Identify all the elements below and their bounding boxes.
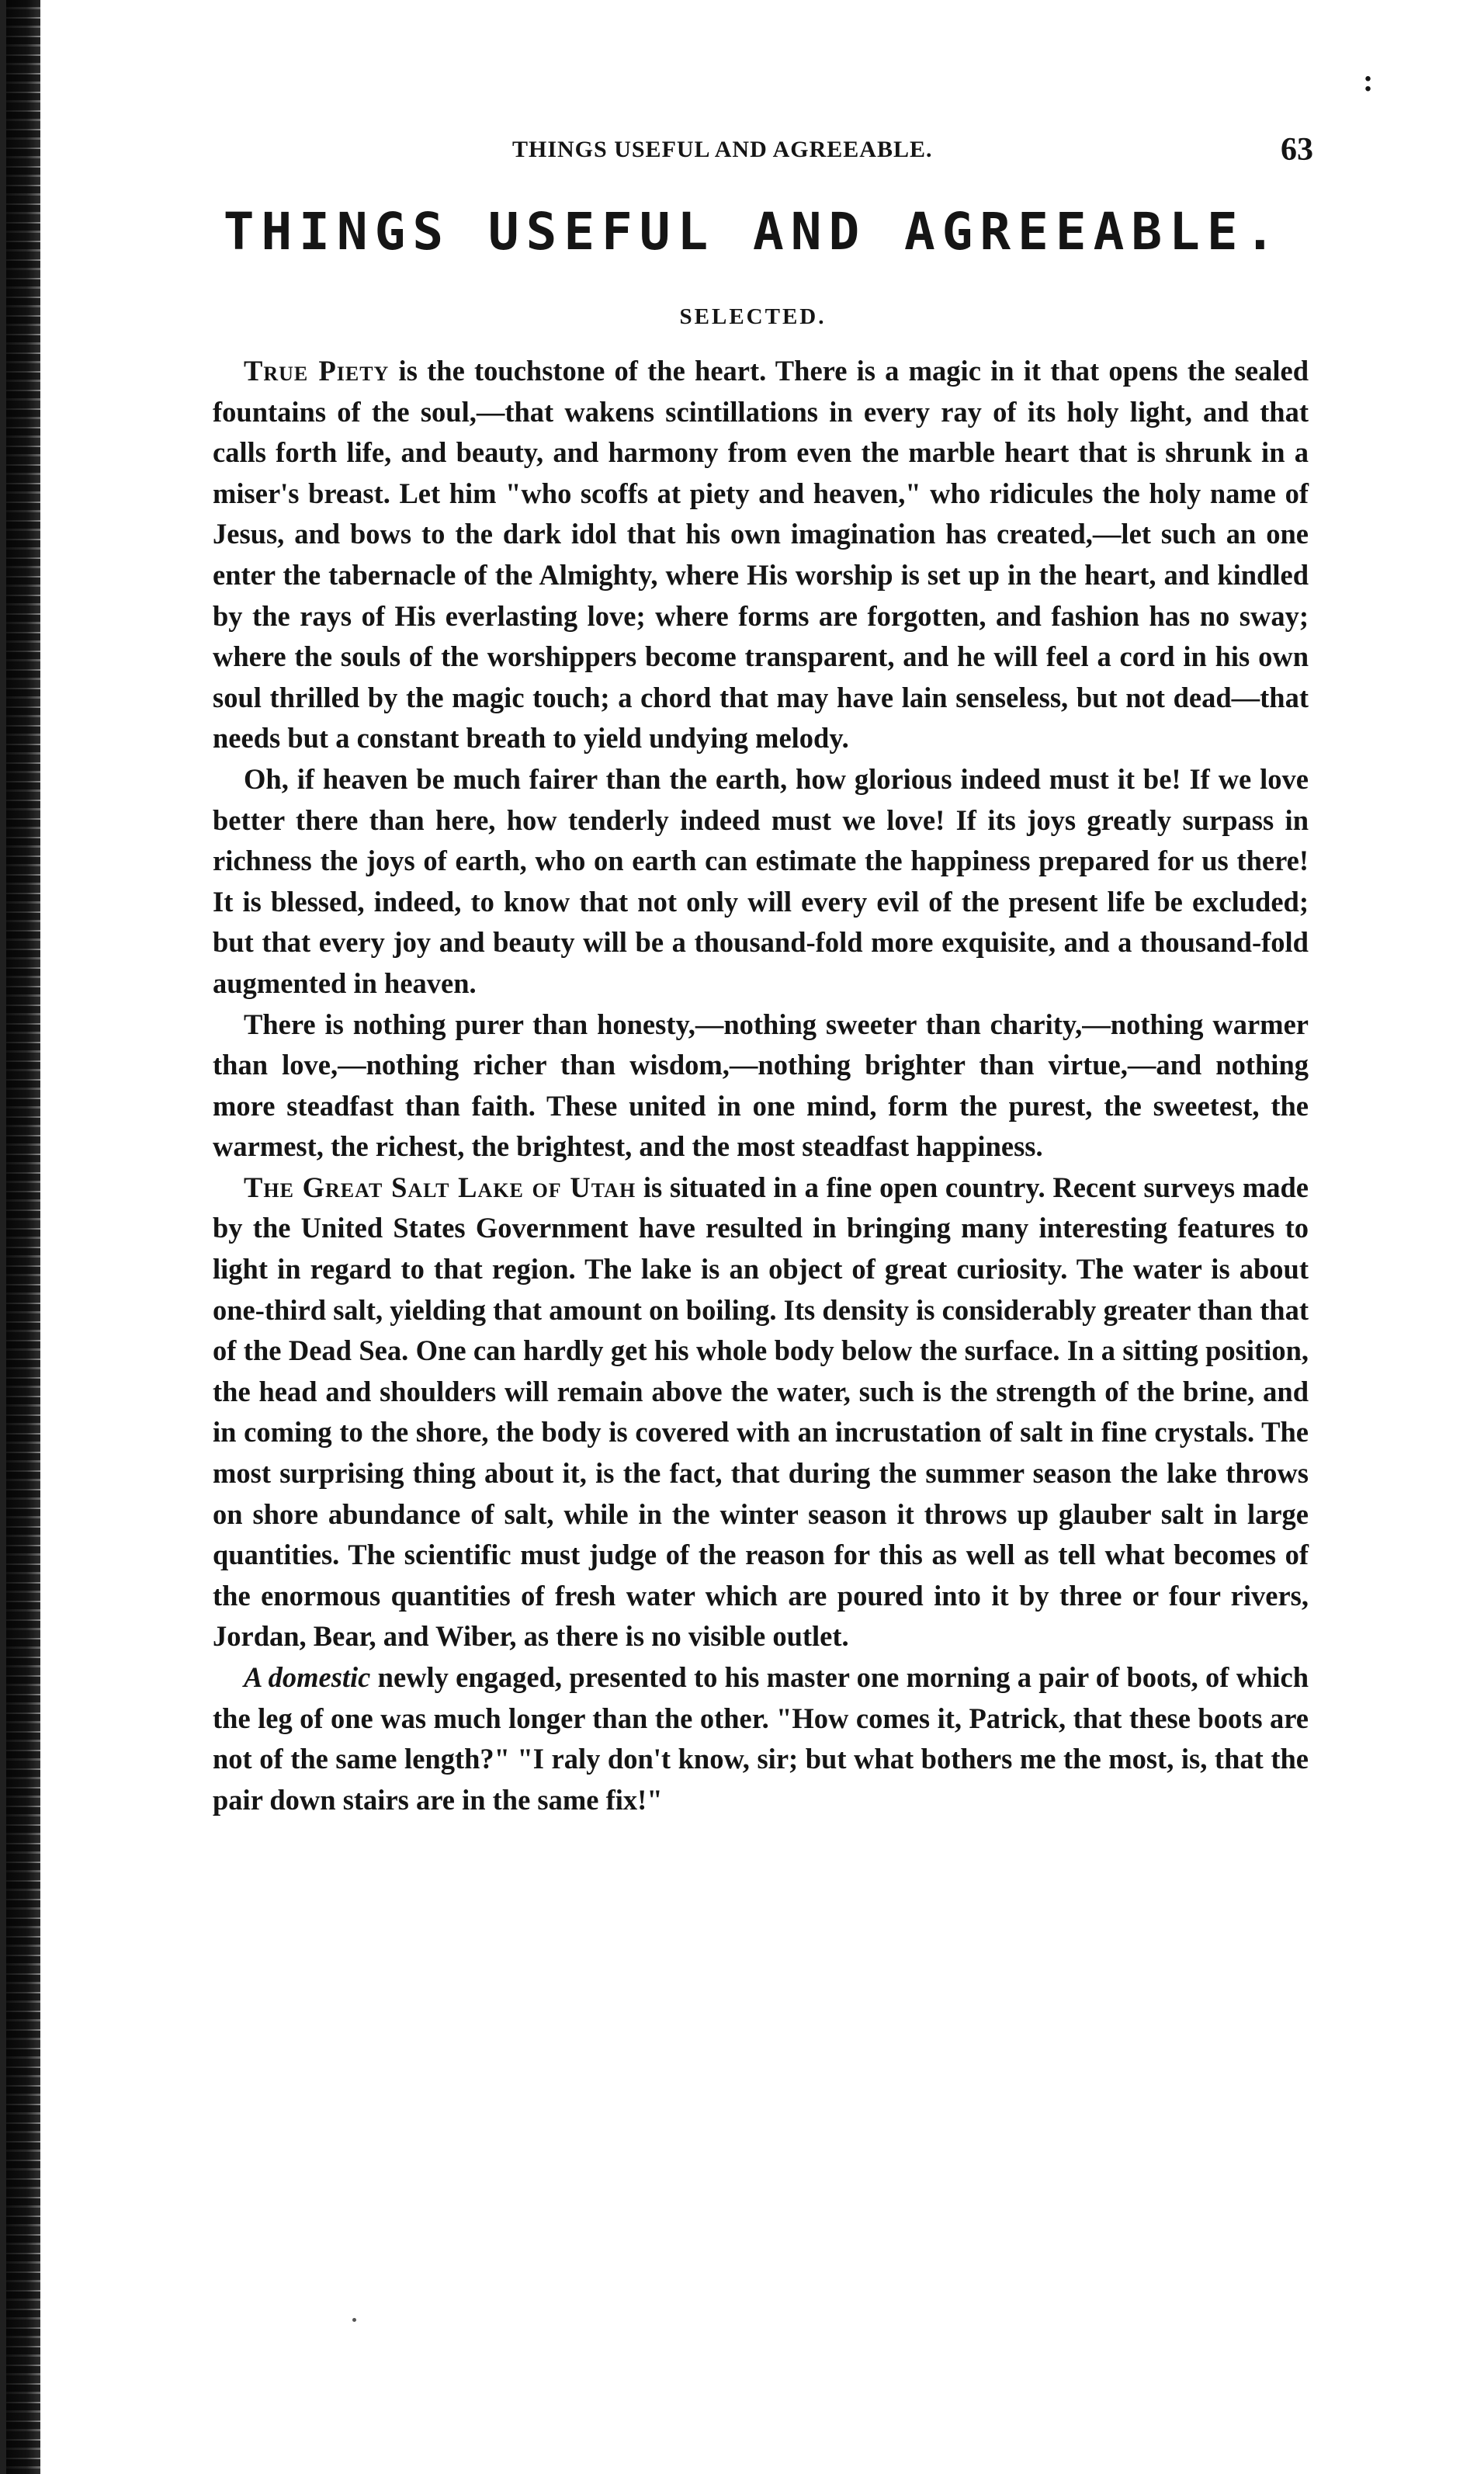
paragraph-honesty (213, 1005, 1309, 1168)
paragraph-text: is the touchstone of the heart. There is a magic in it that opens the sealed fountains of the soul,—that wakens scintillations in every ray of its holy light, and that calls forth life, and beauty, and harmony from even the marble heart that is shrunk in a miser's breast. Let him "who scoffs at piety and heaven," who ridicules the holy name of Jesus, and bows to the dark idol that his own imagination has created,—let such an one enter the tabernacle of the Almighty, where His worship is set up in the heart, and kindled by the rays of His everlasting love; where forms are forgotten, and fashion has no sway; where the souls of the worshippers become transparent, and he will feel a cord in his own soul thrilled by the magic touch; a chord that may have lain senseless, but not dead—that needs but a constant breath to yield undying melody. (213, 355, 1309, 755)
book-binding-edge (6, 0, 40, 2474)
paragraph-lead: The Great Salt Lake of Utah (244, 1171, 636, 1203)
paragraph-lead: True Piety (244, 355, 390, 387)
page-header (194, 132, 1313, 185)
paragraph-salt-lake (213, 1168, 1309, 1657)
paragraph-text: is situated in a fine open country. Recent surveys made by the United States Government have resulted in bringing many interesting features to light in regard to that region. The lake is an object of great curiosity. The water is about one-third salt, yielding that amount on boiling. Its density is considerably greater than that of the Dead Sea. One can hardly get his whole body below the surface. In a sitting position, the head and shoulders will remain above the water, such is the strength of the brine, and in coming to the shore, the body is covered with an incrustation of salt in fine crystals. The most surprising thing about it, is the fact, that during the summer season the lake throws on shore abundance of salt, while in the winter season it throws up glauber salt in large quantities. The scientific must judge of the reason for this as well as tell what becomes of the enormous quantities of fresh water which are poured into it by three or four rivers, Jordan, Bear, and Wiber, as there is no visible outlet. (213, 1171, 1309, 1653)
paragraph-domestic (213, 1657, 1309, 1820)
article-body (213, 351, 1309, 1820)
paragraph-text: newly engaged, presented to his master one morning a pair of boots, of which the leg of one was much longer than the other. "How comes it, Patrick, that these boots are not of the same length?" "I raly don't know, sir; but what bothers me the most, is, that the pair down stairs are in the same fix!" (213, 1661, 1309, 1816)
page-number: 63 (1281, 132, 1313, 168)
paragraph-text: Oh, if heaven be much fairer than the earth, how glorious indeed must it be! If we love better there than here, how tenderly indeed must we love! If its joys greatly surpass in richness the joys of earth, who on earth can estimate the happiness prepared for us there! It is blessed, indeed, to know that not only will every evil of the present life be excluded; but that every joy and beauty will be a thousand-fold more exquisite, and a thousand-fold augmented in heaven. (213, 762, 1309, 999)
article-title: THINGS USEFUL AND AGREEABLE. (223, 202, 1283, 262)
paragraph-lead: A domestic (244, 1661, 371, 1693)
paragraph-true-piety (213, 351, 1309, 759)
paragraph-heaven (213, 759, 1309, 1005)
stray-ink-dot (352, 2318, 356, 2322)
running-head: THINGS USEFUL AND AGREEABLE. (512, 137, 933, 162)
margin-mark: : (1363, 63, 1374, 98)
paragraph-text: There is nothing purer than honesty,—nothing sweeter than charity,—nothing warmer than love,—nothing richer than wisdom,—nothing brighter than virtue,—and nothing more steadfast than faith. These united in one mind, form the purest, the sweetest, the warmest, the richest, the brightest, and the most steadfast happiness. (213, 1008, 1309, 1163)
article-subtitle: SELECTED. (679, 304, 827, 329)
